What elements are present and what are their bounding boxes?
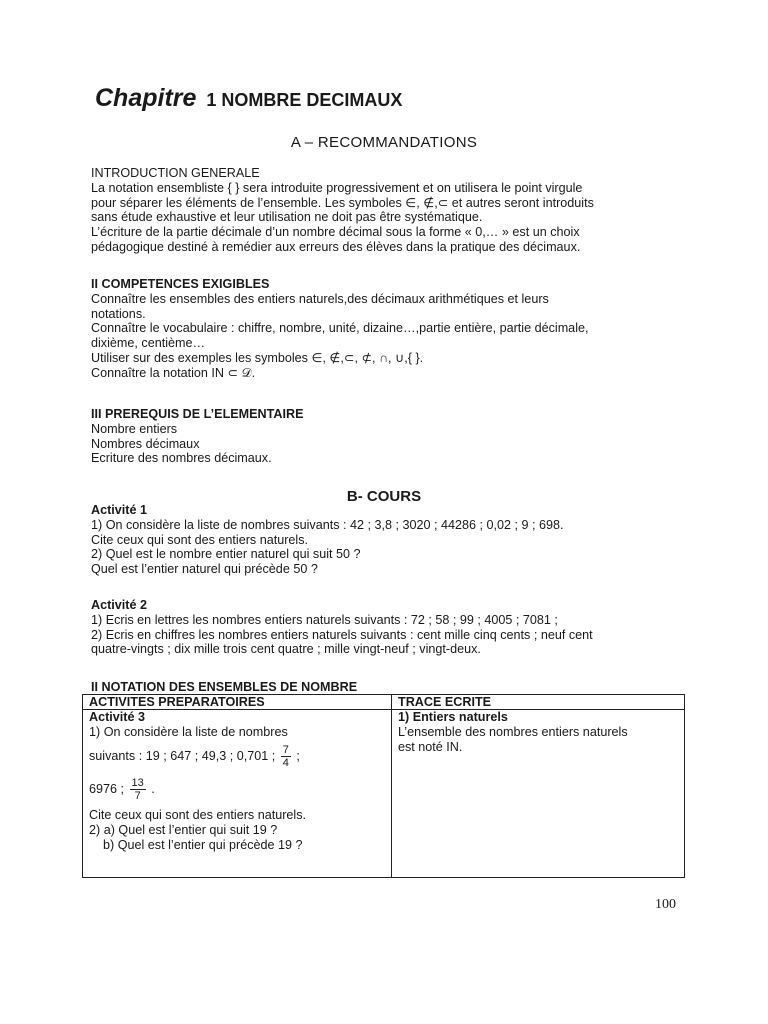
fraction-denominator: 4 xyxy=(282,757,289,769)
activite-1 xyxy=(91,503,681,577)
section-b-title: B- COURS xyxy=(346,488,422,505)
prerequis-heading: III PREREQUIS DE L’ELEMENTAIRE xyxy=(91,407,304,421)
activite-2-heading: Activité 2 xyxy=(91,598,147,612)
competences-heading: II COMPETENCES EXIGIBLES xyxy=(91,277,270,291)
separator: ; xyxy=(296,748,300,763)
notation-table xyxy=(82,694,685,878)
activite-2 xyxy=(91,598,681,657)
prerequis-line: Nombre entiers xyxy=(91,421,178,436)
activite-1-line: 2) Quel est le nombre entier naturel qui suit 50 ? xyxy=(91,547,361,562)
activite-2-line: 2) Ecris en chiffres les nombres entiers naturels suivants : cent mille cinq cents ; neuf cent xyxy=(91,627,593,642)
competences-line: Connaître la notation IN ⊂ 𝒟. xyxy=(91,365,256,380)
activite-3-line: b) Quel est l’entier qui précède 19 ? xyxy=(103,838,303,852)
intro-line: sans étude exhaustive et leur utilisation ne doit pas être systématique. xyxy=(91,210,483,225)
separator: . xyxy=(151,781,155,796)
prerequis-line: Ecriture des nombres décimaux. xyxy=(91,451,272,466)
trace-ecrite-cell xyxy=(392,710,685,878)
intro-line: pour séparer les éléments de l’ensemble. Les symboles ∈, ∉,⊂ et autres seront introduits xyxy=(91,195,594,210)
notation-section-title: II NOTATION DES ENSEMBLES DE NOMBRE xyxy=(91,680,358,694)
fraction-13-7 xyxy=(130,777,146,802)
competences-line: notations. xyxy=(91,306,146,321)
activite-3-line: suivants : 19 ; 647 ; 49,3 ; 0,701 ; xyxy=(89,748,276,763)
chapter-heading: 1 NOMBRE DECIMAUX xyxy=(206,90,403,110)
chapter-title xyxy=(95,84,402,113)
intro-section xyxy=(91,166,681,255)
activite-2-line: quatre-vingts ; dix mille trois cent quatre ; mille vingt-neuf ; vingt-deux. xyxy=(91,642,481,657)
activite-3-line: 2) a) Quel est l’entier qui suit 19 ? xyxy=(89,823,278,837)
prerequis-line: Nombres décimaux xyxy=(91,436,200,451)
fraction-7-4 xyxy=(281,744,291,769)
competences-line: Connaître les ensembles des entiers naturels,des décimaux arithmétiques et leurs xyxy=(91,291,549,306)
intro-line: La notation ensembliste { } sera introduite progressivement et on utilisera le point virgule xyxy=(91,180,583,195)
table-row xyxy=(83,710,685,878)
activite-3-line: 6976 ; xyxy=(89,781,125,796)
activite-3-line: Cite ceux qui sont des entiers naturels. xyxy=(89,808,307,822)
trace-heading: 1) Entiers naturels xyxy=(398,710,508,724)
col-activites-header: ACTIVITES PREPARATOIRES xyxy=(83,695,392,710)
fraction-denominator: 7 xyxy=(134,790,141,802)
activite-3-cell xyxy=(83,710,392,878)
competences-section xyxy=(91,277,681,381)
col-trace-header: TRACE ECRITE xyxy=(392,695,685,710)
activite-3-line-with-fraction xyxy=(89,744,385,769)
activite-1-line: 1) On considère la liste de nombres suivants : 42 ; 3,8 ; 3020 ; 44286 ; 0,02 ; 9 ; 698. xyxy=(91,517,564,532)
activite-1-heading: Activité 1 xyxy=(91,503,147,517)
intro-heading: INTRODUCTION GENERALE xyxy=(91,166,260,180)
trace-line: L’ensemble des nombres entiers naturels xyxy=(398,725,628,739)
activite-3-line-with-fraction xyxy=(89,777,385,802)
competences-line: Utiliser sur des exemples les symboles ∈, ∉,⊂, ⊄, ∩, ∪,{ }. xyxy=(91,350,424,365)
chapter-word: Chapitre xyxy=(95,84,197,112)
intro-line: pédagogique destiné à remédier aux erreurs des élèves dans la pratique des décimaux. xyxy=(91,239,581,254)
page-number: 100 xyxy=(655,897,676,912)
competences-line: dixième, centième… xyxy=(91,336,206,351)
intro-line: L’écriture de la partie décimale d’un nombre décimal sous la forme « 0,… » est un choix xyxy=(91,225,580,240)
fraction-numerator: 7 xyxy=(282,744,289,756)
prerequis-section xyxy=(91,407,681,466)
activite-1-line: Cite ceux qui sont des entiers naturels. xyxy=(91,532,309,547)
section-a-title: A – RECOMMANDATIONS xyxy=(290,134,478,151)
activite-1-line: Quel est l’entier naturel qui précède 50 ? xyxy=(91,562,318,577)
trace-line: est noté IN. xyxy=(398,740,463,754)
activite-3-heading: Activité 3 xyxy=(89,710,145,724)
activite-3-line: 1) On considère la liste de nombres xyxy=(89,725,288,739)
competences-line: Connaître le vocabulaire : chiffre, nombre, unité, dizaine…,partie entière, partie décimale, xyxy=(91,321,589,336)
fraction-numerator: 13 xyxy=(131,777,144,789)
activite-2-line: 1) Ecris en lettres les nombres entiers naturels suivants : 72 ; 58 ; 99 ; 4005 ; 7081 ; xyxy=(91,612,558,627)
table-header-row xyxy=(83,695,685,710)
